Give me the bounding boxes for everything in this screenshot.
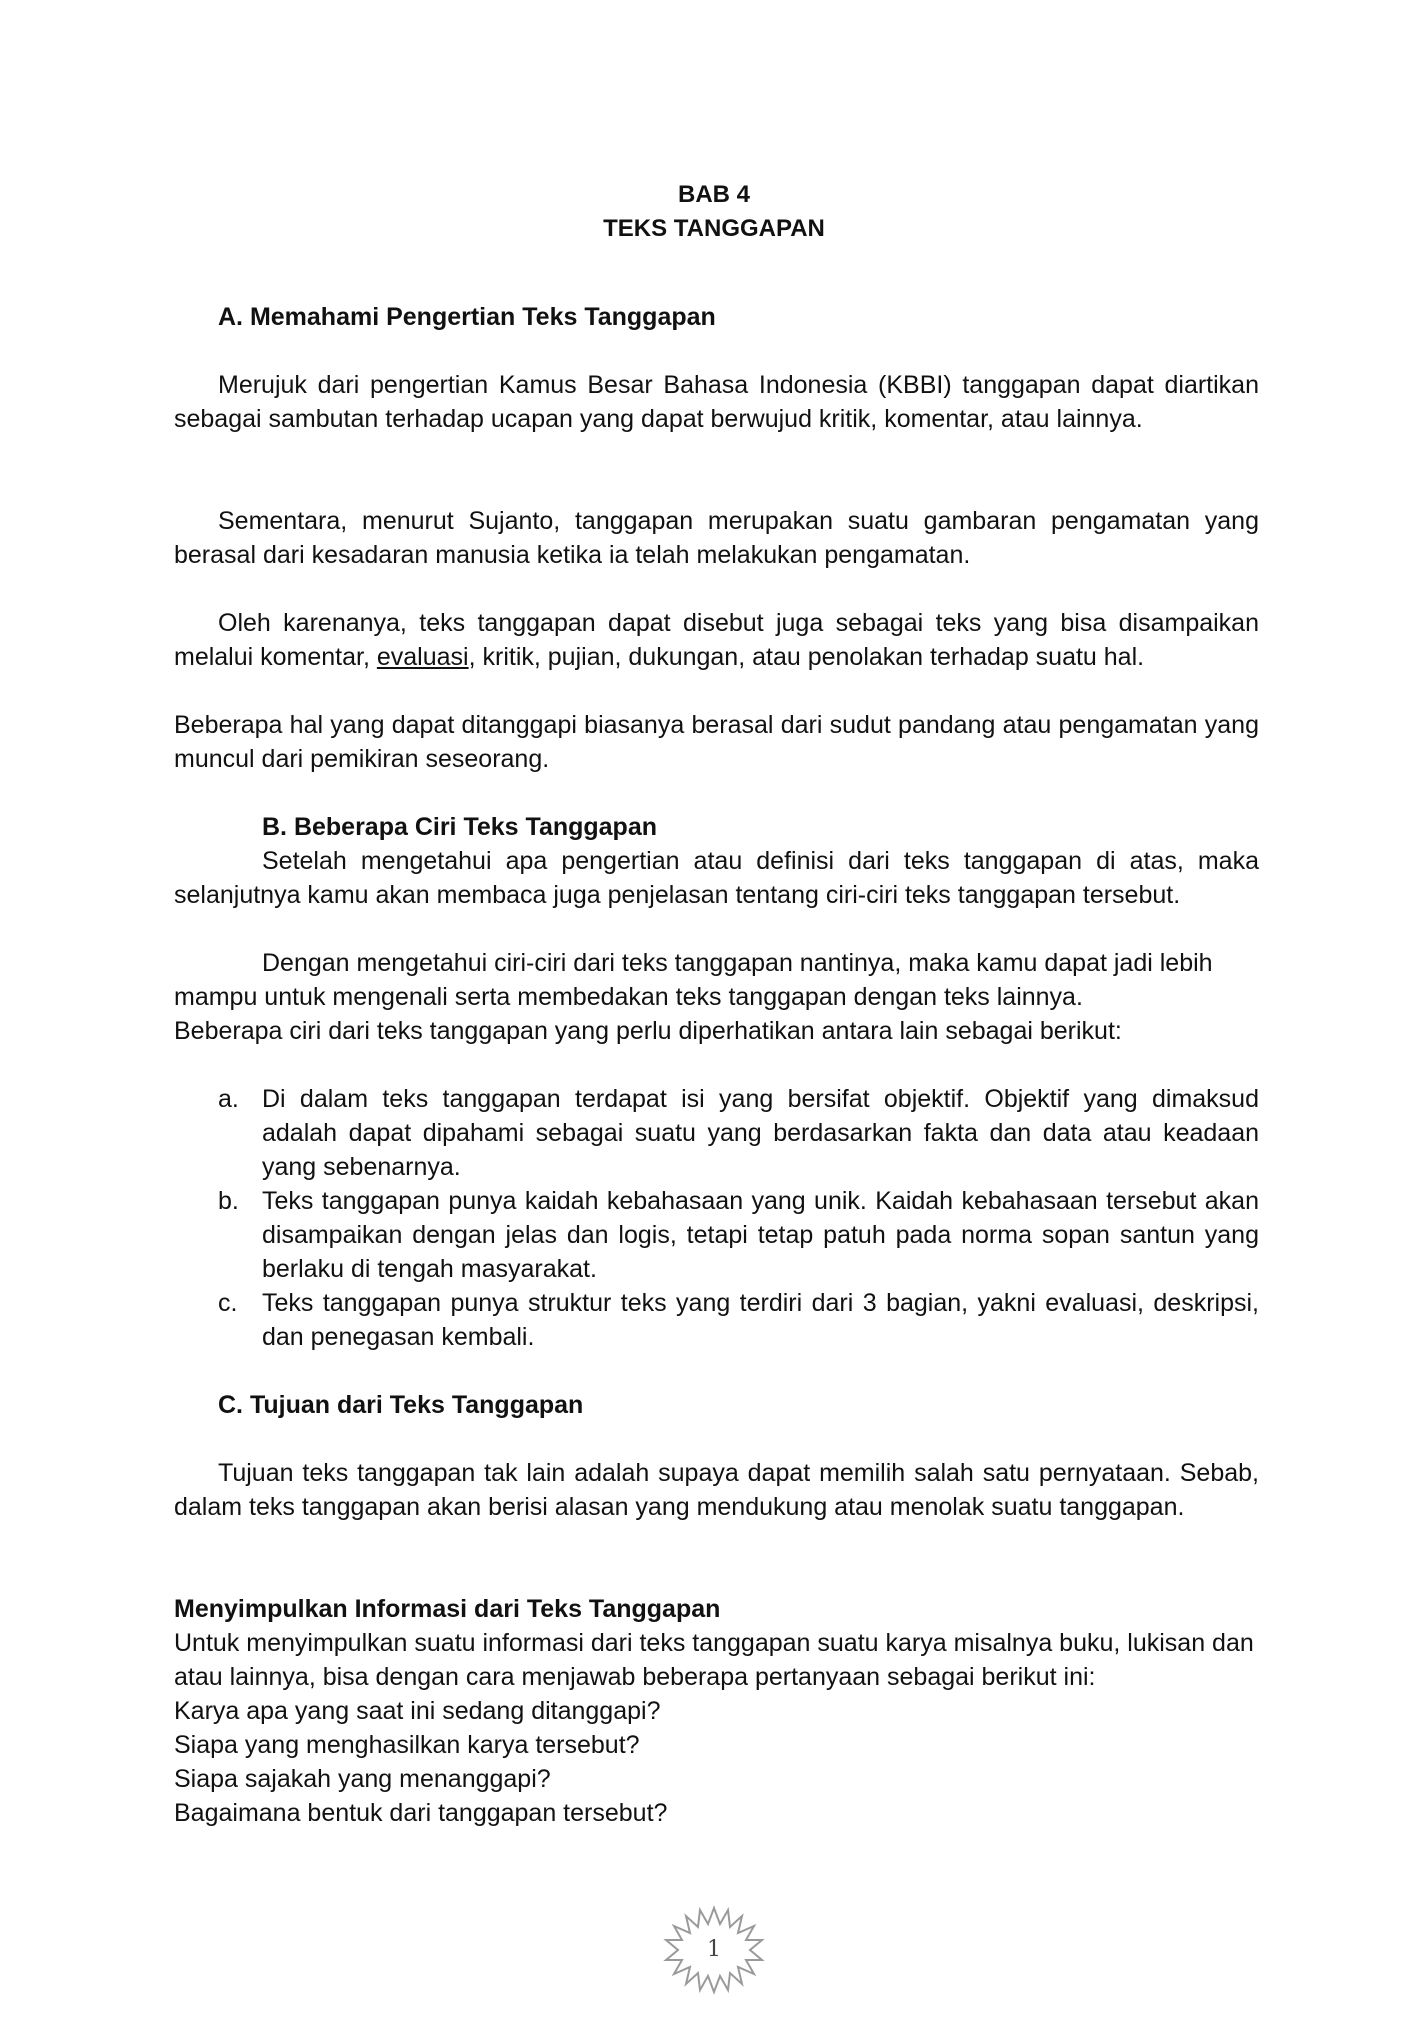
section-a-paragraph-2: Sementara, menurut Sujanto, tanggapan merupakan suatu gambaran pengamatan yang berasal dari kesadaran manusia ketika ia telah melakukan pengamatan.	[174, 507, 1259, 569]
list-item: b. Teks tanggapan punya kaidah kebahasaan yang unik. Kaidah kebahasaan tersebut akan disampaikan dengan jelas dan logis, tetapi tetap patuh pada norma sopan santun yang berlaku di tengah masyarakat.	[218, 1187, 1259, 1283]
conclusion-intro: Untuk menyimpulkan suatu informasi dari teks tanggapan suatu karya misalnya buku, lukisan dan atau lainnya, bisa dengan cara menjawab beberapa pertanyaan sebagai berikut ini:	[174, 1629, 1254, 1691]
section-c-heading: C. Tujuan dari Teks Tanggapan	[218, 1391, 584, 1419]
list-item: a. Di dalam teks tanggapan terdapat isi yang bersifat objektif. Objektif yang dimaksud adalah dapat dipahami sebagai suatu yang berdasarkan fakta dan data atau keadaan yang sebenarnya.	[218, 1085, 1259, 1181]
section-b-paragraph-1: Setelah mengetahui apa pengertian atau definisi dari teks tanggapan di atas, maka selanjutnya kamu akan membaca juga penjelasan tentang ciri-ciri teks tanggapan tersebut.	[174, 847, 1259, 909]
section-c-paragraph-1: Tujuan teks tanggapan tak lain adalah supaya dapat memilih salah satu pernyataan. Sebab, dalam teks tanggapan akan berisi alasan yang mendukung atau menolak suatu tanggapan.	[174, 1459, 1259, 1521]
section-a-paragraph-4: Beberapa hal yang dapat ditanggapi biasanya berasal dari sudut pandang atau pengamatan yang muncul dari pemikiran seseorang.	[174, 711, 1259, 773]
page-number: 1	[707, 1937, 721, 1962]
chapter-title: TEKS TANGGAPAN	[603, 215, 825, 242]
conclusion-heading: Menyimpulkan Informasi dari Teks Tanggapan	[174, 1595, 721, 1623]
section-b-heading: B. Beberapa Ciri Teks Tanggapan	[262, 813, 658, 841]
question-item: Siapa yang menghasilkan karya tersebut?	[174, 1731, 640, 1759]
section-b-paragraph-2: Dengan mengetahui ciri-ciri dari teks tanggapan nantinya, maka kamu dapat jadi lebih mampu untuk mengenali serta membedakan teks tanggapan dengan teks lainnya. Beberapa ciri dari teks tanggapan yang perlu diperhatikan antara lain sebagai berikut:	[174, 946, 1259, 1048]
question-item: Karya apa yang saat ini sedang ditanggapi?	[174, 1697, 661, 1725]
evaluasi-link[interactable]: evaluasi	[376, 643, 469, 671]
chapter-number: BAB 4	[677, 181, 750, 208]
question-item: Bagaimana bentuk dari tanggapan tersebut?	[174, 1799, 668, 1827]
page-number-badge	[654, 1900, 774, 2000]
characteristics-list	[174, 1082, 1259, 1354]
list-item: c. Teks tanggapan punya struktur teks yang terdiri dari 3 bagian, yakni evaluasi, deskripsi, dan penegasan kembali.	[218, 1289, 1259, 1351]
section-b-paragraph-3: Beberapa ciri dari teks tanggapan yang perlu diperhatikan antara lain sebagai berikut:	[174, 1017, 1122, 1045]
conclusion-questions	[174, 1694, 1259, 1830]
section-a-paragraph-1: Merujuk dari pengertian Kamus Besar Bahasa Indonesia (KBBI) tanggapan dapat diartikan sebagai sambutan terhadap ucapan yang dapat berwujud kritik, komentar, atau lainnya.	[174, 371, 1259, 433]
question-item: Siapa sajakah yang menanggapi?	[174, 1765, 551, 1793]
section-a-paragraph-3: Oleh karenanya, teks tanggapan dapat disebut juga sebagai teks yang bisa disampaikan melalui komentar, evaluasi, kritik, pujian, dukungan, atau penolakan terhadap suatu hal.	[174, 609, 1259, 671]
section-a-heading: A. Memahami Pengertian Teks Tanggapan	[218, 303, 716, 331]
